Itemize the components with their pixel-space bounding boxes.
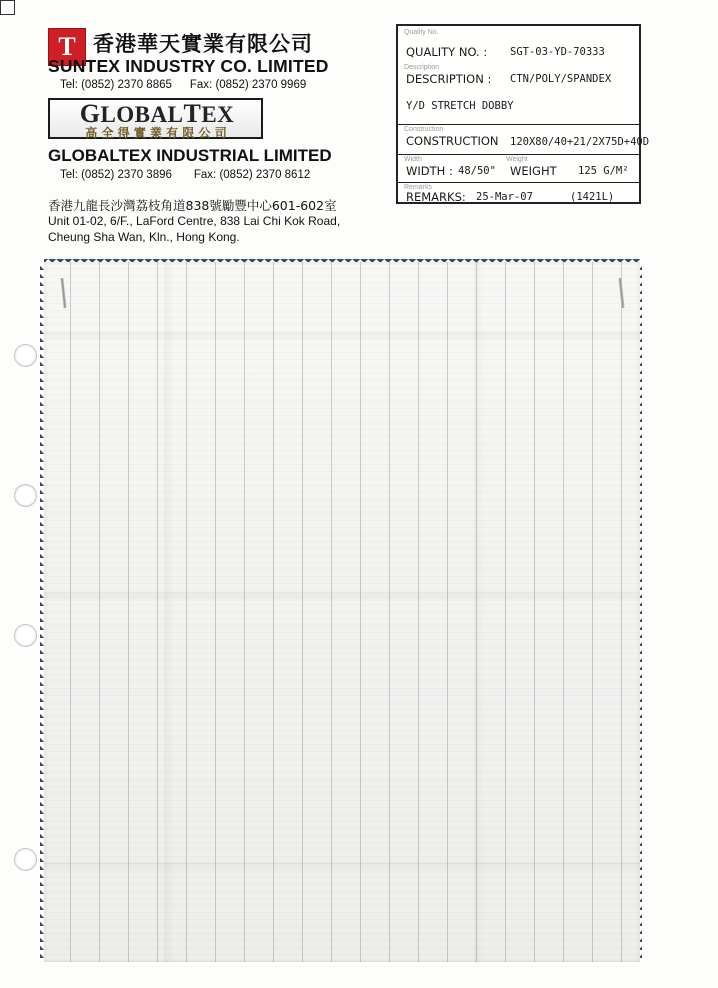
binder-hole [14,848,37,871]
binder-hole [14,624,37,647]
address-line-cn: 香港九龍長沙灣荔枝角道838號勵豐中心601-602室 [48,198,337,213]
fabric-fold-line [44,592,640,602]
description-value: CTN/POLY/SPANDEX [510,73,612,85]
spec-divider-1 [398,124,639,125]
address-line-en-2: Cheung Sha Wan, Kln., Hong Kong. [48,230,240,244]
binder-hole [14,344,37,367]
remarks-value: 25-Mar-07 [476,191,533,203]
globaltex-logo-sub-cn: 高 全 得 實 業 有 限 公 司 [85,126,227,140]
globaltex-logo-text: GLOBALTEX [79,99,235,128]
spec-divider-3 [398,182,639,183]
binder-hole [14,484,37,507]
fabric-fold-line [44,862,640,872]
remarks-code: (1421L) [570,191,615,203]
weight-label: WEIGHT [510,164,557,178]
width-label: WIDTH : [406,164,453,178]
globaltex-contact [60,169,310,181]
globaltex-name-en: GLOBALTEX INDUSTRIAL LIMITED [48,146,332,165]
spec-divider-2 [398,154,639,155]
fabric-swatch [44,262,640,962]
ghost-label-weight: Weight [506,156,528,163]
suntex-name-en: SUNTEX INDUSTRY CO. LIMITED [48,56,329,76]
quality-no-label: QUALITY NO. : [406,45,488,59]
ghost-label-width: Width [404,156,422,163]
width-value: 48/50" [458,165,496,177]
globaltex-fax: Fax: (0852) 2370 8612 [193,169,311,181]
fabric-fold-line-v [164,262,174,962]
fabric-fold-line-v [474,262,484,962]
suntex-logo-icon: T [48,28,86,66]
description-label: DESCRIPTION : [406,72,492,86]
checkbox-globaltex[interactable] [0,0,15,15]
construction-value: 120X80/40+21/2X75D+40D [510,136,650,148]
globaltex-tel: Tel: (0852) 2370 3896 [60,169,172,181]
fabric-fold-line [44,332,640,342]
remarks-label: REMARKS: [406,190,466,204]
quality-no-value: SGT-03-YD-70333 [510,46,605,58]
weight-value: 125 G/M² [578,165,629,177]
suntex-tel: Tel: (0852) 2370 8865 [60,79,172,91]
construction-label: CONSTRUCTION [406,134,499,148]
suntex-contact [60,79,306,91]
ghost-label-description: Description [404,64,440,71]
address-line-en-1: Unit 01-02, 6/F., LaFord Centre, 838 Lai Chi Kok Road, [48,214,341,228]
ghost-label-construction: Construction [404,126,444,133]
suntex-fax: Fax: (0852) 2370 9969 [189,79,307,91]
specification-box [396,24,650,204]
ghost-label-quality: Quality No. [404,29,439,36]
description-value-2: Y/D STRETCH DOBBY [406,100,514,112]
suntex-name-cn: 香港華天實業有限公司 [93,32,313,56]
ghost-label-remarks: Remarks [404,184,433,191]
